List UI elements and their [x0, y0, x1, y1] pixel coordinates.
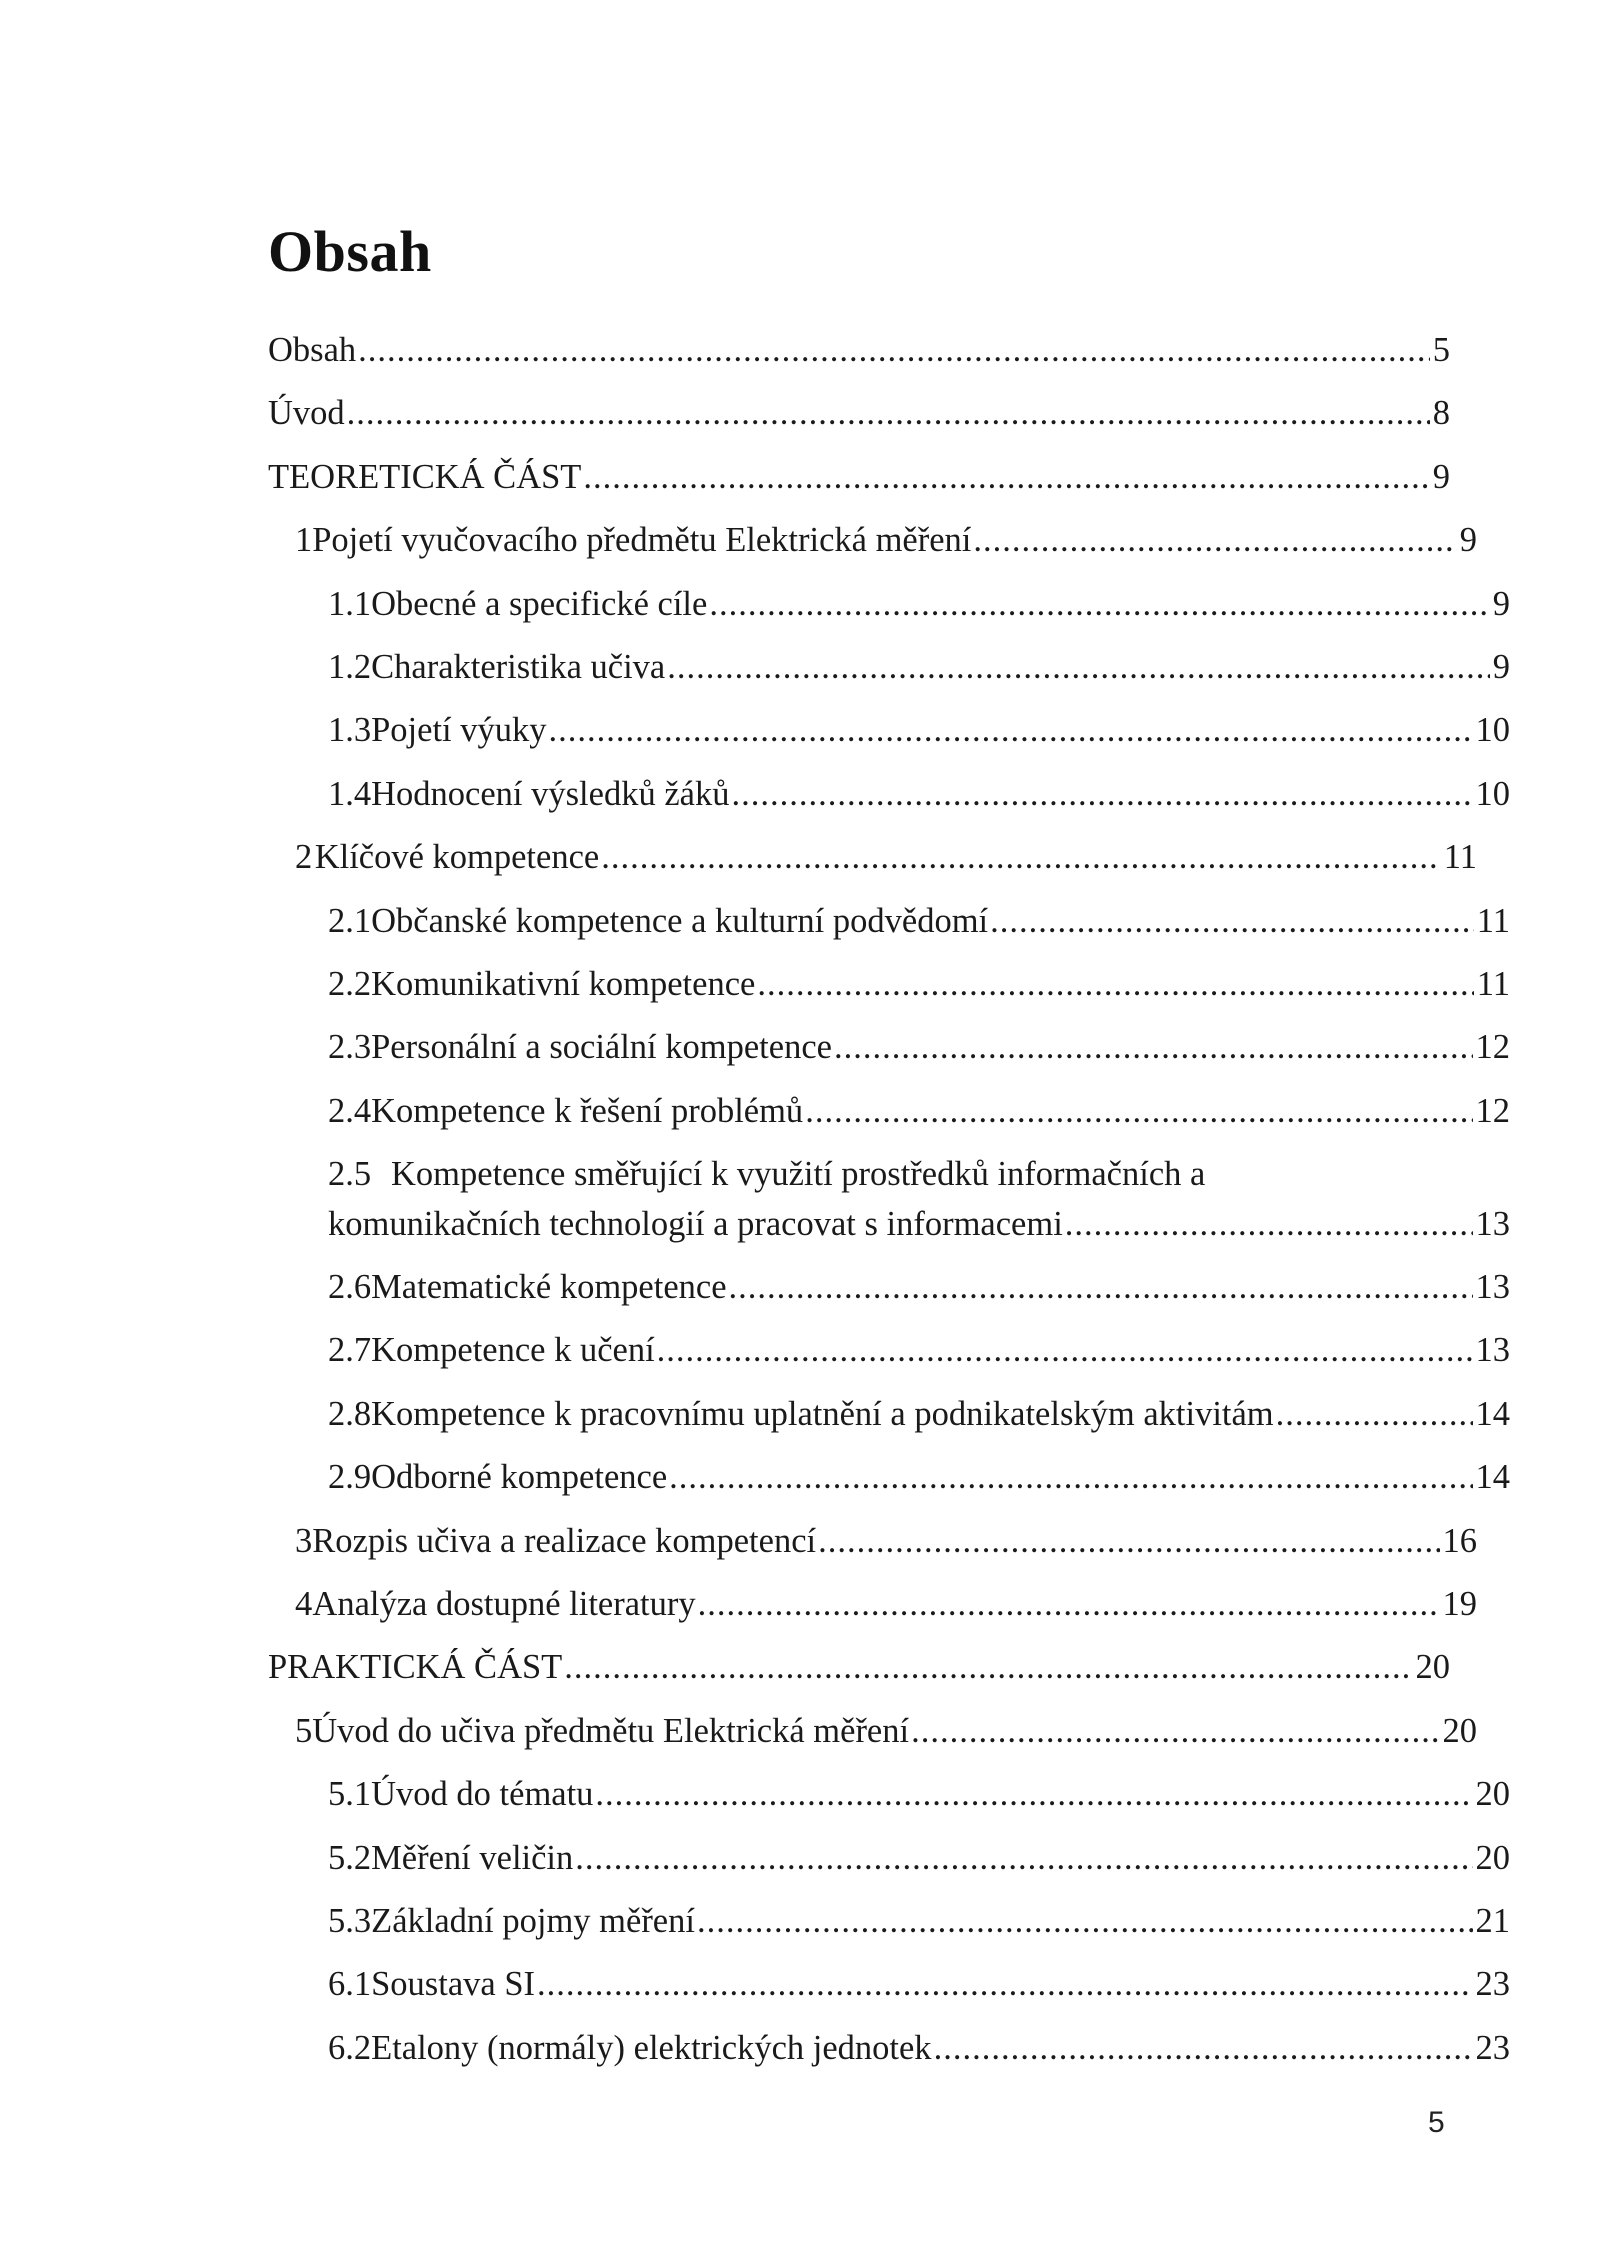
dot-leader: [698, 1584, 1440, 1624]
toc-entry-page: 13: [1475, 1205, 1510, 1244]
toc-entry-page: 14: [1475, 1394, 1510, 1433]
toc-entry-page: 10: [1475, 711, 1510, 750]
toc-entry-number: 1.2: [328, 647, 372, 686]
toc-entry-page: 21: [1475, 1901, 1510, 1940]
dot-leader: [1276, 1394, 1473, 1434]
toc-entry[interactable]: [268, 330, 1450, 393]
toc-entry-number: 3: [295, 1521, 313, 1560]
toc-entry-number: 2.8: [328, 1394, 372, 1433]
toc-entry-page: 23: [1475, 2028, 1510, 2067]
toc-entry[interactable]: [268, 774, 1510, 837]
toc-entry-page: 14: [1475, 1458, 1510, 1497]
toc-entry-title: Odborné kompetence: [371, 1458, 668, 1497]
toc-entry-number: 2.4: [328, 1091, 372, 1130]
toc-entry-title: Občanské kompetence a kulturní podvědomí: [371, 901, 989, 940]
toc-entry[interactable]: [268, 964, 1510, 1027]
toc-entry-title: Rozpis učiva a realizace kompetencí: [312, 1521, 817, 1560]
toc-entry-page: 20: [1475, 1775, 1510, 1814]
toc-entry[interactable]: [268, 647, 1510, 710]
dot-leader: [729, 1267, 1473, 1307]
toc-entry-number: 6.2: [328, 2028, 372, 2067]
toc-entry[interactable]: [268, 1091, 1510, 1154]
toc-entry-title: Kompetence směřující k využití prostředků informačních a: [391, 1155, 1206, 1194]
toc-entry-number: 2: [295, 838, 313, 877]
toc-entry-number: 6.1: [328, 1965, 372, 2004]
dot-leader: [834, 1027, 1473, 1067]
toc-entry-page: 9: [1459, 521, 1477, 560]
toc-entry-title: Měření veličin: [371, 1838, 574, 1877]
toc-entry-page: 12: [1475, 1091, 1510, 1130]
toc-entry-page: 9: [1432, 457, 1450, 496]
toc-entry[interactable]: [268, 901, 1510, 964]
dot-leader: [537, 1964, 1473, 2004]
toc-entry-number: 1.1: [328, 584, 372, 623]
toc-entry[interactable]: [268, 2028, 1510, 2091]
toc-entry-title: Kompetence k pracovnímu uplatnění a podnikatelským aktivitám: [371, 1394, 1274, 1433]
toc-entry-title: Charakteristika učiva: [371, 647, 666, 686]
dot-leader: [709, 584, 1489, 624]
toc-entry[interactable]: [268, 837, 1477, 900]
toc-entry-title: TEORETICKÁ ČÁST: [268, 457, 582, 496]
toc-entry[interactable]: [268, 1330, 1510, 1393]
toc-entry-title: PRAKTICKÁ ČÁST: [268, 1648, 563, 1687]
dot-leader: [990, 901, 1474, 941]
dot-leader: [358, 330, 1430, 370]
dot-leader: [934, 2028, 1473, 2068]
toc-entry-number: 5: [295, 1711, 313, 1750]
toc-entry-number: 2.3: [328, 1028, 372, 1067]
toc-entry[interactable]: [268, 1457, 1510, 1520]
dot-leader: [911, 1711, 1439, 1751]
toc-entry-page: 11: [1443, 838, 1477, 877]
dot-leader: [697, 1901, 1473, 1941]
toc-entry-page: 9: [1492, 647, 1510, 686]
toc-entry-number: 2.7: [328, 1331, 372, 1370]
toc-entry-title: Úvod do učiva předmětu Elektrická měření: [312, 1711, 910, 1750]
dot-leader: [347, 393, 1430, 433]
toc-entry[interactable]: [268, 1584, 1477, 1647]
toc-entry-title: Hodnocení výsledků žáků: [371, 774, 730, 813]
toc-entry[interactable]: [268, 1838, 1510, 1901]
toc-entry-number: 2.2: [328, 964, 372, 1003]
toc-entry[interactable]: [268, 1711, 1477, 1774]
toc-entry[interactable]: [268, 1267, 1510, 1330]
toc-entry[interactable]: [268, 520, 1477, 583]
toc-entry-page: 11: [1476, 901, 1510, 940]
toc-entry-number: 1.3: [328, 711, 372, 750]
toc-entry-page: 8: [1432, 394, 1450, 433]
toc-entry-title: Základní pojmy měření: [371, 1901, 695, 1940]
dot-leader: [757, 964, 1473, 1004]
page-number: 5: [1428, 2106, 1445, 2139]
toc-entry-number: 1.4: [328, 774, 372, 813]
toc-entry[interactable]: [268, 1027, 1510, 1090]
toc-entry-number: 1: [295, 521, 313, 560]
toc-entry[interactable]: [268, 584, 1510, 647]
toc-entry-title: Obsah: [268, 331, 357, 369]
dot-leader: [1065, 1204, 1473, 1244]
toc-entry-title: Pojetí vyučovacího předmětu Elektrická měření: [312, 521, 972, 560]
dot-leader: [595, 1774, 1472, 1814]
toc-entry[interactable]: [268, 1901, 1510, 1964]
toc-entry-page: 20: [1415, 1648, 1450, 1687]
toc-entry-page: 19: [1442, 1585, 1477, 1624]
toc-entry-title: Úvod: [268, 394, 345, 433]
toc-entry-number: 2.5: [328, 1155, 372, 1194]
dot-leader: [575, 1838, 1472, 1878]
toc-entry[interactable]: [268, 1521, 1477, 1584]
toc-entry-page: 16: [1442, 1521, 1477, 1560]
toc-entry-title-continued: komunikačních technologií a pracovat s informacemi: [328, 1205, 1063, 1244]
toc-entry[interactable]: [268, 1394, 1510, 1457]
toc-entry-number: 2.9: [328, 1458, 372, 1497]
dot-leader: [731, 774, 1472, 814]
toc-entry-page: 23: [1475, 1965, 1510, 2004]
toc-entry-title: Úvod do tématu: [371, 1775, 594, 1814]
toc-entry-number: 5.3: [328, 1901, 372, 1940]
page-title: Obsah: [268, 219, 432, 284]
dot-leader: [549, 710, 1473, 750]
toc-entry-title: Kompetence k učení: [371, 1331, 655, 1370]
dot-leader: [805, 1091, 1472, 1131]
toc-entry-title: Obecné a specifické cíle: [371, 584, 708, 623]
toc-entry[interactable]: [268, 1964, 1510, 2027]
dot-leader: [564, 1647, 1412, 1687]
toc-entry-title: Etalony (normály) elektrických jednotek: [371, 2028, 932, 2067]
toc-entry-title: Komunikativní kompetence: [371, 964, 756, 1003]
toc-entry-page: 9: [1492, 584, 1510, 623]
dot-leader: [669, 1457, 1472, 1497]
toc-entry-title: Kompetence k řešení problémů: [371, 1091, 804, 1130]
toc-entry-page: 11: [1476, 964, 1510, 1003]
toc-entry-page: 20: [1442, 1711, 1477, 1750]
toc-entry-number: 2.6: [328, 1268, 372, 1307]
dot-leader: [818, 1521, 1439, 1561]
toc-entry[interactable]: [268, 1647, 1450, 1710]
toc-entry-page: 13: [1475, 1268, 1510, 1307]
toc-entry-title: Soustava SI: [371, 1965, 535, 2004]
toc-entry[interactable]: [268, 457, 1450, 520]
dot-leader: [667, 647, 1490, 687]
toc-entry-page: 20: [1475, 1838, 1510, 1877]
toc-entry-number: 4: [295, 1585, 313, 1624]
dot-leader: [973, 520, 1456, 560]
toc-entry[interactable]: [268, 710, 1510, 773]
toc-entry-title: Analýza dostupné literatury: [312, 1585, 696, 1624]
toc-entry-page: 10: [1475, 774, 1510, 813]
toc-entry-number: 5.1: [328, 1775, 372, 1814]
toc-entry-page: 13: [1475, 1331, 1510, 1370]
toc-entry-number: 2.1: [328, 901, 372, 940]
toc-entry-number: 5.2: [328, 1838, 372, 1877]
toc-entry[interactable]: [268, 393, 1450, 456]
table-of-contents: [268, 330, 1510, 2091]
dot-leader: [601, 837, 1441, 877]
toc-entry[interactable]: [268, 1154, 1510, 1267]
toc-entry-title: Matematické kompetence: [371, 1268, 727, 1307]
toc-entry[interactable]: [268, 1774, 1510, 1837]
toc-entry-title: Personální a sociální kompetence: [371, 1028, 832, 1067]
toc-entry-title: Klíčové kompetence: [314, 838, 600, 877]
toc-entry-title: Pojetí výuky: [371, 711, 547, 750]
toc-entry-page: 12: [1475, 1028, 1510, 1067]
dot-leader: [657, 1330, 1473, 1370]
dot-leader: [583, 457, 1429, 497]
toc-entry-page: 5: [1432, 331, 1450, 369]
